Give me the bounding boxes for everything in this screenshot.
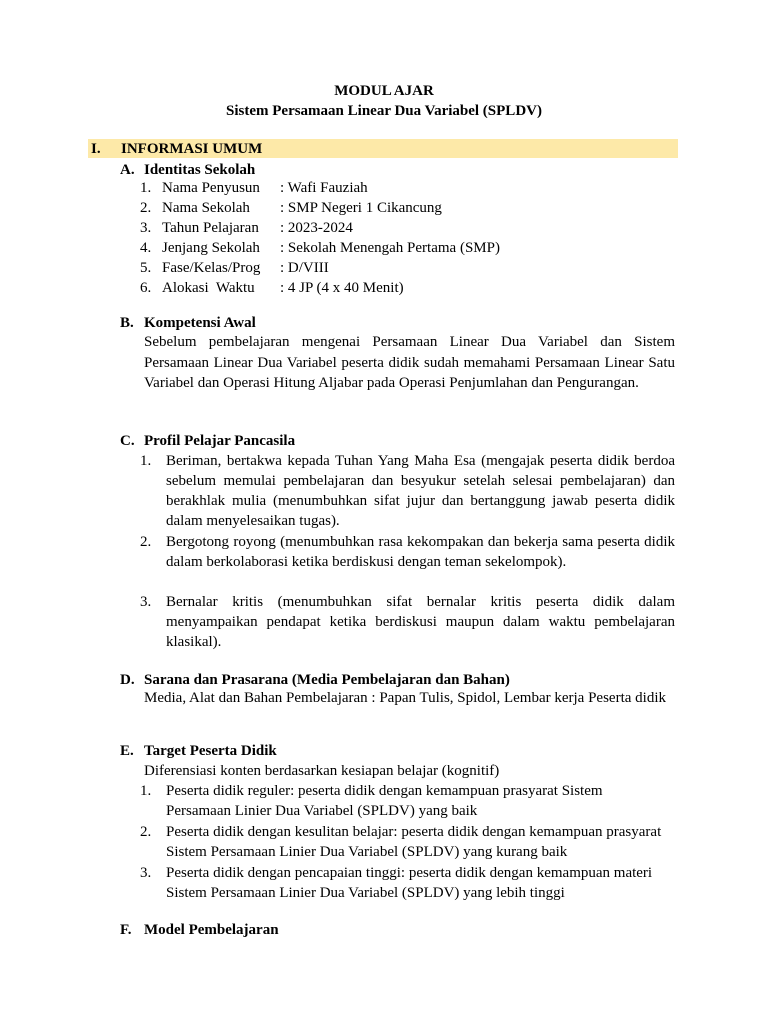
section-number: I. [91, 141, 101, 157]
list-item: Beriman, bertakwa kepada Tuhan Yang Maha Esa (mengajak peserta didik berdoa sebelum memulai pembelajaran dan besyukur setelah selesai pembelajaran) dan berakhlak mulia (menumbuhkan sifat jujur dan bertanggung jawab peserta didik dalam menyelesaikan tugas). [166, 453, 675, 529]
subsection-e-title: Target Peserta Didik [144, 743, 277, 759]
identity-value: : SMP Negeri 1 Cikancung [280, 200, 442, 216]
identity-value: : Wafi Fauziah [280, 180, 368, 196]
identity-value: : D/VIII [280, 260, 329, 276]
subsection-d-title: Sarana dan Prasarana (Media Pembelajaran dan Bahan) [144, 672, 510, 688]
kompetensi-awal-text: Sebelum pembelajaran mengenai Persamaan Linear Dua Variabel dan Sistem Persamaan Linear Dua Variabel peserta didik sudah memahami Persamaan Linear Satu Variabel dan Operasi Hitung Aljabar pada Operasi Penjumlahan dan Pengurangan. [144, 334, 675, 391]
identity-value: : 4 JP (4 x 40 Menit) [280, 280, 404, 296]
subsection-d-letter: D. [120, 672, 135, 688]
list-item: Bernalar kritis (menumbuhkan sifat bernalar kritis peserta didik dalam menyampaikan pendapat ketika berdiskusi maupun dalam waktu pembelajaran klasikal). [166, 594, 675, 650]
list-item-number: 4. [140, 240, 152, 256]
subsection-a-letter: A. [120, 162, 135, 178]
list-item: Peserta didik reguler: peserta didik dengan kemampuan prasyarat Sistem Persamaan Linier Dua Variabel (SPLDV) yang baik [166, 783, 603, 819]
subsection-c-letter: C. [120, 433, 135, 449]
subsection-c-title: Profil Pelajar Pancasila [144, 433, 296, 449]
identity-value: : Sekolah Menengah Pertama (SMP) [280, 240, 500, 256]
subsection-a-title: Identitas Sekolah [144, 162, 256, 178]
list-item: Peserta didik dengan pencapaian tinggi: peserta didik dengan kemampuan materi Sistem Persamaan Linier Dua Variabel (SPLDV) yang lebih tinggi [166, 865, 653, 901]
list-item-number: 2. [140, 824, 152, 840]
list-item-number: 1. [140, 783, 152, 799]
identity-label: Nama Penyusun [162, 180, 260, 196]
document-title: MODUL AJAR [334, 83, 434, 99]
section-title: INFORMASI UMUM [121, 141, 263, 157]
identity-label: Jenjang Sekolah [162, 240, 260, 256]
list-item-number: 1. [140, 453, 152, 469]
list-item-number: 5. [140, 260, 152, 276]
list-item-number: 6. [140, 280, 152, 296]
list-item: Peserta didik dengan kesulitan belajar: peserta didik dengan kemampuan prasyarat Sistem Persamaan Linier Dua Variabel (SPLDV) yang kurang baik [166, 824, 662, 860]
list-item-number: 2. [140, 534, 152, 550]
list-item: Bergotong royong (menumbuhkan rasa kekompakan dan bekerja sama peserta didik dalam berkolaborasi ketika berdiskusi dengan teman sekelompok). [166, 534, 675, 570]
sarana-text: Media, Alat dan Bahan Pembelajaran : Papan Tulis, Spidol, Lembar kerja Peserta didik [144, 690, 666, 706]
subsection-b-letter: B. [120, 315, 134, 331]
list-item-number: 3. [140, 594, 152, 610]
identity-value: : 2023-2024 [280, 220, 353, 236]
subsection-f-letter: F. [120, 922, 132, 938]
subsection-b-title: Kompetensi Awal [144, 315, 256, 331]
subsection-e-letter: E. [120, 743, 134, 759]
identity-label: Nama Sekolah [162, 200, 250, 216]
list-item-number: 3. [140, 220, 152, 236]
identity-label: Alokasi Waktu [162, 280, 255, 296]
list-item-number: 2. [140, 200, 152, 216]
identity-label: Tahun Pelajaran [162, 220, 259, 236]
list-item-number: 1. [140, 180, 152, 196]
subsection-f-title: Model Pembelajaran [144, 922, 279, 938]
list-item-number: 3. [140, 865, 152, 881]
document-subtitle: Sistem Persamaan Linear Dua Variabel (SPLDV) [226, 103, 542, 119]
identity-label: Fase/Kelas/Prog [162, 260, 261, 276]
target-intro: Diferensiasi konten berdasarkan kesiapan belajar (kognitif) [144, 763, 500, 779]
